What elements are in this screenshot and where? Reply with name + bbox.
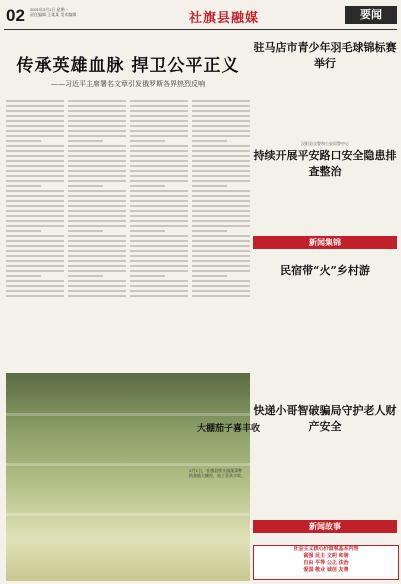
text-line	[130, 250, 188, 252]
text-line	[6, 240, 64, 242]
text-line	[192, 195, 250, 197]
text-line	[6, 265, 64, 267]
text-line	[68, 110, 126, 112]
text-line	[68, 155, 126, 157]
values-line-2: 自由 平等 公正 法治	[303, 560, 349, 566]
story2-title: 持续开展平安路口安全隐患排查整治	[253, 149, 397, 178]
text-line	[192, 295, 250, 297]
right-column	[253, 33, 397, 179]
text-line	[192, 235, 250, 237]
text-line	[68, 250, 126, 252]
text-line	[68, 295, 126, 297]
story1-title: 驻马店市青少年羽毛球锦标赛举行	[253, 41, 397, 70]
text-line	[130, 130, 188, 132]
lead-story	[6, 33, 250, 89]
text-line	[192, 215, 250, 217]
page-header	[4, 4, 397, 28]
text-line	[68, 240, 126, 242]
text-line	[192, 270, 250, 272]
text-line	[130, 180, 188, 182]
text-line	[68, 225, 126, 227]
text-line	[68, 210, 126, 212]
text-line	[68, 125, 126, 127]
text-line	[192, 285, 250, 287]
text-line	[6, 100, 64, 102]
text-line	[130, 145, 188, 147]
text-line	[6, 195, 64, 197]
text-line	[6, 275, 41, 277]
text-line	[130, 265, 188, 267]
text-line	[6, 170, 64, 172]
text-line	[130, 275, 165, 277]
photo-title: 大棚茄子喜丰收	[197, 424, 261, 434]
text-line	[6, 135, 64, 137]
text-line	[68, 270, 126, 272]
text-line	[68, 115, 126, 117]
text-line	[130, 205, 188, 207]
text-line	[68, 190, 126, 192]
text-line	[130, 200, 188, 202]
text-line	[6, 140, 41, 142]
text-line	[192, 255, 250, 257]
text-line	[6, 175, 64, 177]
text-line	[130, 115, 188, 117]
text-line	[192, 125, 250, 127]
text-line	[130, 235, 188, 237]
lead-title: 传承英雄血脉 捍卫公平正义	[16, 56, 240, 76]
text-line	[6, 270, 64, 272]
text-line	[6, 235, 64, 237]
values-line-1: 富强 民主 文明 和谐	[303, 553, 349, 559]
text-line	[192, 290, 250, 292]
text-line	[130, 270, 188, 272]
text-line	[130, 225, 188, 227]
text-line	[6, 205, 64, 207]
text-line	[130, 165, 188, 167]
text-line	[68, 130, 126, 132]
text-line	[68, 135, 126, 137]
text-line	[130, 155, 188, 157]
text-line	[68, 200, 126, 202]
text-line	[6, 165, 64, 167]
text-line	[68, 140, 103, 142]
text-line	[130, 215, 188, 217]
text-line	[192, 185, 227, 187]
text-line	[192, 135, 250, 137]
text-line	[192, 260, 250, 262]
text-line	[192, 145, 250, 147]
text-line	[130, 240, 188, 242]
text-line	[192, 205, 250, 207]
text-line	[6, 295, 64, 297]
text-line	[6, 255, 64, 257]
text-line	[192, 175, 250, 177]
text-line	[68, 235, 126, 237]
text-line	[6, 185, 41, 187]
text-line	[6, 200, 64, 202]
banner-news-roundup: 新闻集锦	[253, 236, 397, 249]
text-line	[68, 195, 126, 197]
date-line	[30, 7, 76, 17]
text-line	[192, 105, 250, 107]
text-line	[68, 170, 126, 172]
core-values-box	[253, 545, 399, 580]
text-line	[6, 215, 64, 217]
text-line	[192, 180, 250, 182]
text-line	[192, 115, 250, 117]
text-line	[68, 205, 126, 207]
text-line	[68, 275, 103, 277]
body-column-1	[6, 100, 64, 300]
text-line	[192, 100, 250, 102]
text-line	[130, 135, 188, 137]
text-line	[192, 170, 250, 172]
text-line	[192, 110, 250, 112]
text-line	[6, 115, 64, 117]
text-line	[68, 150, 126, 152]
text-line	[6, 160, 64, 162]
text-line	[68, 280, 126, 282]
text-line	[6, 125, 64, 127]
text-line	[192, 230, 227, 232]
masthead: 社旗县融媒	[189, 11, 260, 26]
text-line	[6, 180, 64, 182]
body-column-4	[192, 100, 250, 300]
section-label: 要闻	[345, 6, 397, 24]
text-line	[130, 220, 188, 222]
story3-title: 民宿带“火”乡村游	[280, 264, 370, 277]
text-line	[192, 190, 250, 192]
text-line	[192, 130, 250, 132]
text-line	[130, 280, 188, 282]
text-line	[130, 255, 188, 257]
text-line	[68, 175, 126, 177]
text-line	[68, 265, 126, 267]
text-line	[6, 190, 64, 192]
date-line-1: 2021年3月1日 星期一	[30, 7, 69, 12]
values-line-3: 爱国 敬业 诚信 友善	[303, 567, 349, 573]
text-line	[6, 130, 64, 132]
body-column-3	[130, 100, 188, 300]
text-line	[192, 225, 250, 227]
text-line	[192, 155, 250, 157]
banner-news-story: 新闻故事	[253, 520, 397, 533]
body-column-2	[68, 100, 126, 300]
text-line	[68, 100, 126, 102]
text-line	[6, 230, 41, 232]
text-line	[6, 220, 64, 222]
text-line	[130, 260, 188, 262]
values-heading: 社会主义核心价值观基本内容	[293, 546, 359, 552]
text-line	[130, 170, 188, 172]
text-line	[192, 250, 250, 252]
text-line	[130, 110, 188, 112]
text-line	[68, 145, 126, 147]
text-line	[130, 190, 188, 192]
lead-subtitle: ——习近平主席署名文章引发俄罗斯各界热烈反响	[51, 80, 205, 88]
text-line	[6, 260, 64, 262]
text-line	[192, 280, 250, 282]
text-line	[6, 250, 64, 252]
text-line	[68, 290, 126, 292]
photo-caption: 3月1日，社旗县桥头镇蔬菜种植基地大棚里，茄子喜获丰收。	[189, 468, 245, 478]
text-line	[6, 105, 64, 107]
text-line	[192, 245, 250, 247]
text-line	[68, 255, 126, 257]
text-line	[68, 215, 126, 217]
text-line	[192, 275, 227, 277]
text-line	[68, 285, 126, 287]
text-line	[68, 180, 126, 182]
page-number: 02	[6, 6, 25, 25]
text-line	[192, 240, 250, 242]
text-line	[130, 245, 188, 247]
date-line-2: 责任编辑 王某某 美术编辑	[30, 12, 77, 17]
text-line	[130, 295, 188, 297]
text-line	[6, 155, 64, 157]
text-line	[68, 160, 126, 162]
story4-title: 快递小哥智破骗局守护老人财产安全	[253, 404, 397, 433]
text-line	[130, 125, 188, 127]
text-line	[6, 245, 64, 247]
text-line	[6, 210, 64, 212]
text-line	[68, 220, 126, 222]
text-line	[130, 175, 188, 177]
text-line	[6, 280, 64, 282]
text-line	[130, 140, 165, 142]
text-line	[192, 220, 250, 222]
text-line	[68, 165, 126, 167]
text-line	[130, 185, 165, 187]
text-line	[6, 110, 64, 112]
story2-kicker: 汉阳县交警和公安局警中心	[301, 141, 349, 146]
text-line	[130, 285, 188, 287]
header-rule	[4, 29, 397, 30]
text-line	[130, 100, 188, 102]
text-line	[192, 210, 250, 212]
text-line	[192, 150, 250, 152]
text-line	[192, 165, 250, 167]
text-line	[130, 120, 188, 122]
text-line	[130, 195, 188, 197]
text-line	[68, 105, 126, 107]
text-line	[192, 140, 227, 142]
text-line	[192, 200, 250, 202]
text-line	[130, 290, 188, 292]
text-line	[192, 160, 250, 162]
text-line	[130, 210, 188, 212]
text-line	[68, 260, 126, 262]
text-line	[192, 120, 250, 122]
text-line	[6, 145, 64, 147]
text-line	[6, 150, 64, 152]
text-line	[6, 225, 64, 227]
text-line	[6, 290, 64, 292]
text-line	[192, 265, 250, 267]
text-line	[130, 150, 188, 152]
text-line	[130, 230, 165, 232]
text-line	[68, 230, 103, 232]
text-line	[68, 245, 126, 247]
text-line	[6, 285, 64, 287]
text-line	[6, 120, 64, 122]
text-line	[68, 120, 126, 122]
text-line	[130, 160, 188, 162]
text-line	[130, 105, 188, 107]
text-line	[68, 185, 103, 187]
